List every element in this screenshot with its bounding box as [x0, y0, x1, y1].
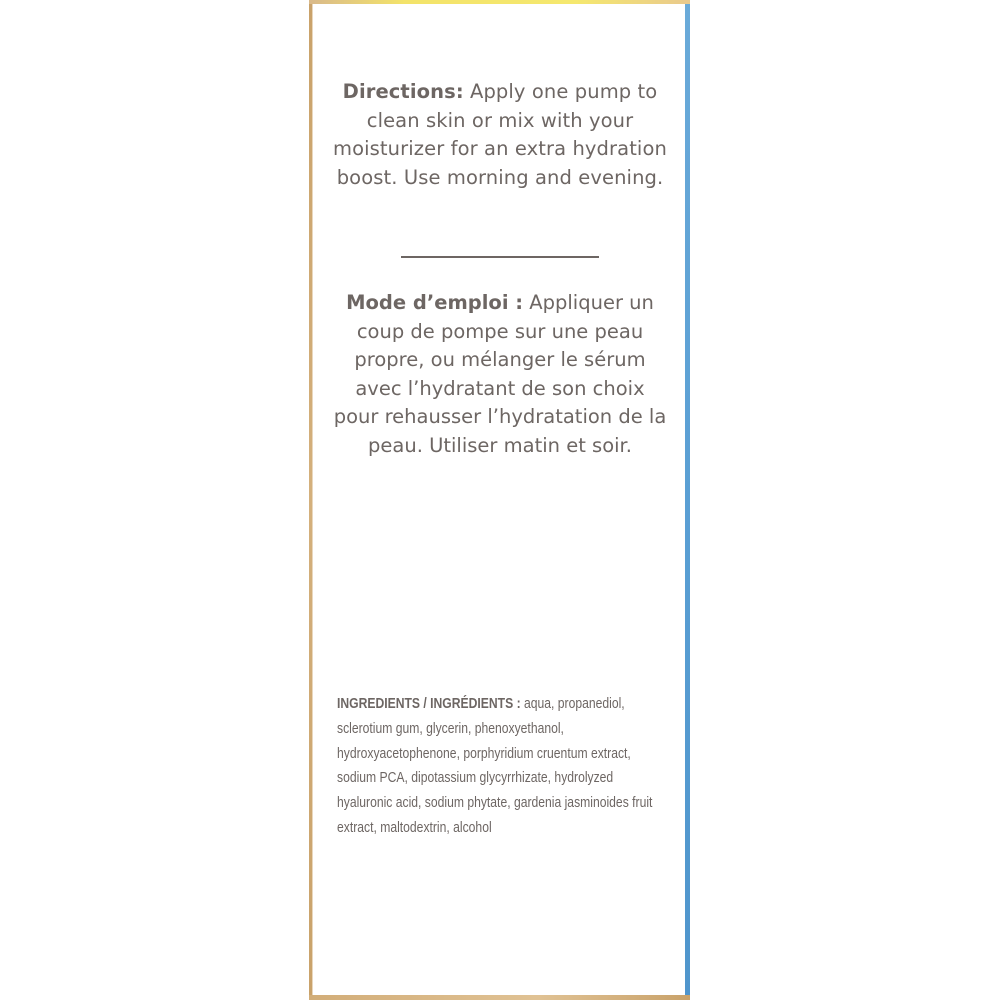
section-divider [401, 256, 599, 258]
mode-emploi-paragraph [330, 289, 670, 461]
left-edge-inner-line [312, 0, 313, 1000]
directions-label: Directions: [342, 80, 464, 103]
bottom-edge-stripe [309, 995, 690, 1000]
ingredients-label: INGREDIENTS / INGRÉDIENTS : [337, 695, 521, 712]
right-edge-stripe [685, 0, 690, 1000]
mode-emploi-label: Mode d’emploi : [346, 291, 524, 314]
mode-emploi-text: Appliquer un coup de pompe sur une peau propre, ou mélanger le sérum avec l’hydratant de son choix pour rehausser l’hydratation de la peau. Utiliser matin et soir. [333, 291, 667, 457]
top-edge-stripe [309, 0, 690, 4]
directions-paragraph [330, 78, 670, 192]
ingredients-paragraph [337, 692, 665, 841]
ingredients-text: aqua, propanediol, sclerotium gum, glycerin, phenoxyethanol, hydroxyacetophenone, porphyridium cruentum extract, sodium PCA, dipotassium glycyrrhizate, hydrolyzed hyaluronic acid, sodium phytate, gardenia jasminoides fruit extract, maltodextrin, alcohol [337, 695, 653, 836]
directions-text: Apply one pump to clean skin or mix with your moisturizer for an extra hydration boost. Use morning and evening. [333, 80, 667, 189]
